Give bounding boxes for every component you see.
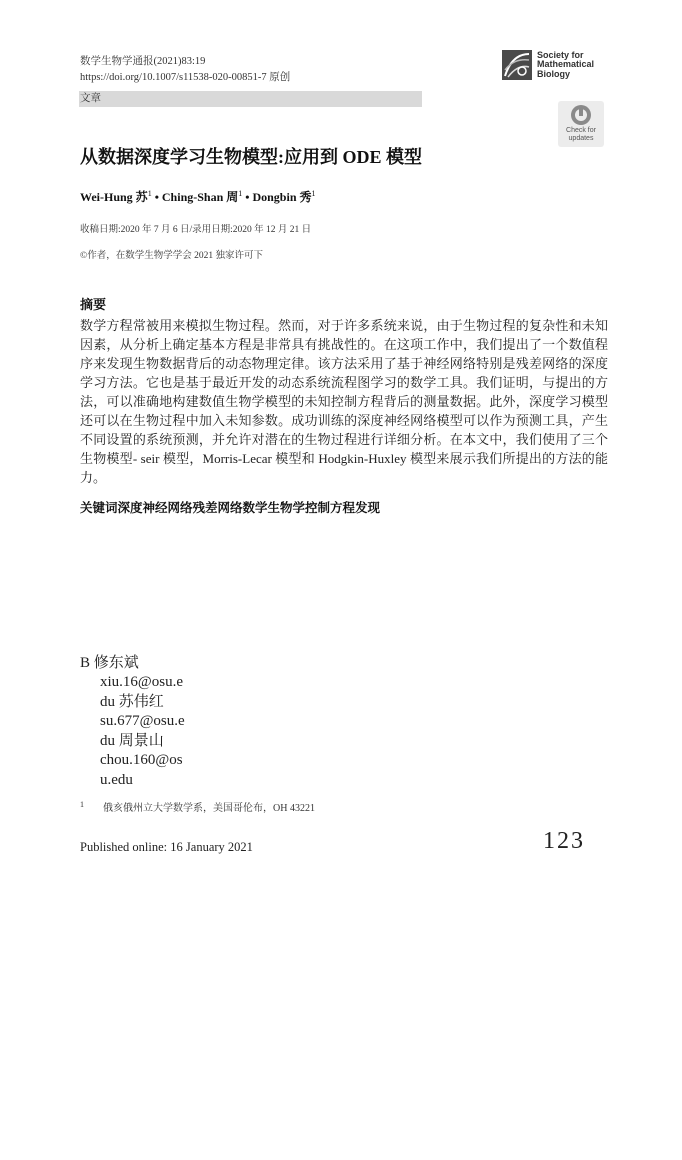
keywords: 关键词深度神经网络残差网络数学生物学控制方程发现	[80, 501, 381, 515]
society-line-1: Society for	[537, 49, 584, 60]
abstract-heading: 摘要	[80, 297, 107, 312]
author-separator: •	[245, 190, 250, 204]
received-accepted-dates: 收稿日期:2020 年 7 月 6 日/录用日期:2020 年 12 月 21 日	[80, 225, 312, 235]
corresponding-author: B 修东斌	[80, 655, 139, 671]
affiliation-superscript: 1	[238, 189, 243, 198]
updates-line-2: updates	[568, 134, 594, 142]
copyright-notice: ©作者，在数学生物学学会 2021 独家许可下	[80, 251, 263, 261]
article-type: 文章	[80, 93, 101, 104]
email-line[interactable]: su.677@osu.e	[100, 713, 185, 729]
updates-line-1: Check for	[566, 127, 596, 134]
email-line[interactable]: chou.160@os	[100, 752, 183, 768]
affiliation-number: 1	[80, 800, 84, 809]
author-name[interactable]: Dongbin 秀	[252, 190, 312, 204]
society-line-2: Mathematical	[537, 59, 595, 70]
society-emblem-icon	[502, 50, 532, 80]
society-logo	[502, 48, 612, 82]
email-line[interactable]: xiu.16@osu.e	[100, 674, 183, 690]
published-online: Published online: 16 January 2021	[80, 840, 253, 854]
springer-123-logo: 123	[543, 828, 585, 854]
affiliation-text: 俄亥俄州立大学数学系，美国哥伦布，OH 43221	[103, 803, 315, 814]
email-line[interactable]: du 周景山	[100, 732, 164, 749]
correspondence-list	[100, 673, 185, 790]
abstract-text: 数学方程常被用来模拟生物过程。然而，对于许多系统来说，由于生物过程的复杂性和未知因素，从分析上确定基本方程是非常具有挑战性的。在这项工作中，我们提出了一个数值程序来发现生物数据背后的动态物理定律。该方法采用了基于神经网络特别是残差网络的深度学习方法。它也是基于最近开发的动态系统流程图学习的数学工具。我们证明，与提出的方法，可以准确地构建数值生物学模型的未知控制方程背后的测量数据。此外，深度学习模型还可以在生物过程中加入未知参数。成功训练的深度神经网络模型可以作为预测工具，产生不同设置的系统预测，并允许对潜在的生物过程进行详细分析。在本文中，我们使用了三个生物模型- seir 模型，Morris-Lecar 模型和 Hodgkin-Huxley 模型来展示我们所提出的方法的能力。	[80, 318, 608, 485]
paper-title: 从数据深度学习生物模型:应用到 ODE 模型	[80, 147, 422, 167]
affiliation-superscript: 1	[147, 189, 152, 198]
check-for-updates-badge[interactable]	[558, 101, 604, 147]
check-updates-icon	[570, 104, 592, 126]
email-line[interactable]: u.edu	[100, 771, 133, 788]
article-type-bar	[79, 91, 422, 107]
author-name[interactable]: Ching-Shan 周	[161, 190, 239, 204]
author-list	[80, 185, 316, 206]
author-separator: •	[154, 190, 159, 204]
journal-citation: 数学生物学通报(2021)83:19	[80, 56, 206, 67]
society-line-3: Biology	[537, 68, 570, 79]
affiliation-superscript: 1	[311, 189, 316, 198]
author-name[interactable]: Wei-Hung 苏	[80, 190, 148, 204]
doi-link[interactable]: https://doi.org/10.1007/s11538-020-00851-7 原创	[80, 72, 291, 83]
email-line[interactable]: du 苏伟红	[100, 693, 164, 710]
